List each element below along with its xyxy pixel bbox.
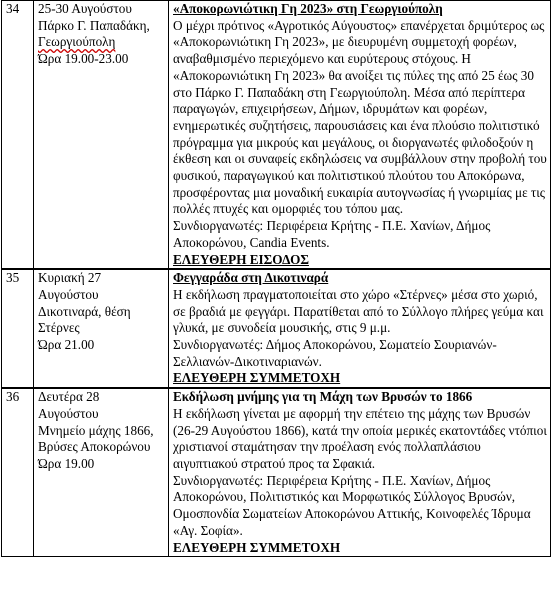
event-description	[169, 1, 551, 270]
event-date: Δευτέρα 28	[38, 389, 100, 405]
event-venue: Πάρκο Γ. Παπαδάκη,	[38, 17, 150, 33]
event-body: Η εκδήλωση γίνεται με αφορμή την επέτειο της μάχης των Βρυσών (26-29 Αυγούστου 1866), κατά την οποία μερικές εκατοντάδες ντόπιοι χριστιανοί σταμάτησαν την προέλαση ενός πολλαπλάσιου αιγυπτιακού στρατού προς τα Σφακιά.	[173, 405, 547, 471]
event-meta	[34, 1, 169, 270]
event-date: 25-30 Αυγούστου	[38, 1, 132, 16]
event-description	[169, 388, 551, 557]
event-body: Η εκδήλωση πραγματοποιείται στο χώρο «Στέρνες» μέσα στο χωριό, σε βραδιά με φεγγάρι. Παρατίθεται από το Σύλλογο πλήρες γεύμα και γλυκά, με συνοδεία μουσικής, στις 9 μ.μ.	[173, 286, 544, 336]
event-number: 36	[2, 388, 34, 557]
event-place: Βρύσες Αποκορώνου	[38, 439, 151, 455]
event-place: Στέρνες	[38, 320, 80, 336]
table-row	[2, 269, 551, 388]
event-time: Ώρα 19.00	[38, 455, 95, 471]
event-title: Εκδήλωση μνήμης για τη Μάχη των Βρυσών το 1866	[173, 389, 473, 405]
event-entry: ΕΛΕΥΘΕΡΗ ΣΥΜΜΕΤΟΧΗ	[173, 370, 341, 386]
event-organizers: Συνδιοργανωτές: Περιφέρεια Κρήτης - Π.Ε. Χανίων, Δήμος Αποκορώνου, Candia Events.	[173, 218, 491, 250]
event-month: Αυγούστου	[38, 286, 99, 302]
event-description	[169, 269, 551, 388]
event-organizers: Συνδιοργανωτές: Δήμος Αποκορώνου, Σωματείο Σουριανών-Σελλιανών-Δικοτιναριανών.	[173, 337, 497, 369]
event-month: Αυγούστου	[38, 405, 99, 421]
table-row	[2, 1, 551, 270]
events-table	[1, 0, 551, 557]
event-title: «Αποκορωνιώτικη Γη 2023» στη Γεωργιούπολη	[173, 1, 443, 16]
event-entry: ΕΛΕΥΘΕΡΗ ΕΙΣΟΔΟΣ	[173, 251, 309, 267]
event-body: Ο μέχρι πρότινος «Αγροτικός Αύγουστος» επανέρχεται δριμύτερος ως «Αποκορωνιώτικη Γη 2023», με διευρυμένη συμμετοχή φορέων, αναβαθμισμένο περιεχόμενο και ευρύτερους στόχους. Η «Αποκορωνιώτικη Γη 2023» θα ανοίξει τις πύλες της από 25 έως 30 στο Πάρκο Γ. Παπαδάκη στη Γεωργιούπολη. Μέσα από περίπτερα παραγωγών, επιχειρήσεων, Δήμων, ιδρυμάτων και φορέων, ενημερωτικές συζητήσεις, παρουσιάσεις και ένα πλούσιο πολιτιστικό πρόγραμμα για μικρούς και μεγάλους, οι διοργανωτές φιλοδοξούν η έκθεση και οι συναφείς εκδηλώσεις να συμβάλλουν στην προβολή του φυσικού, παραγωγικού και πολιτιστικού πλούτου του Αποκόρωνα, προσφέροντας μια μοναδική ευκαιρία αυτογνωσίας ή γνωριμίας με τις πολλές πτυχές και ομορφιές του τόπου μας.	[173, 17, 547, 217]
event-time: Ώρα 19.00-23.00	[38, 51, 129, 67]
event-place: Γεωργιούπολη	[38, 34, 116, 50]
event-meta	[34, 269, 169, 388]
event-venue: Μνημείο μάχης 1866,	[38, 422, 154, 438]
event-meta	[34, 388, 169, 557]
table-row	[2, 388, 551, 557]
event-organizers: Συνδιοργανωτές: Περιφέρεια Κρήτης - Π.Ε. Χανίων, Δήμος Αποκορώνου, Πολιτιστικός και Μορφωτικός Σύλλογος Βρυσών, Ομοσπονδία Σωματείων Αποκορώνου Αττικής, Κοινοφελές Ίδρυμα «Αγ. Σοφία».	[173, 472, 531, 538]
event-date: Κυριακή 27	[38, 270, 102, 286]
event-entry: ΕΛΕΥΘΕΡΗ ΣΥΜΜΕΤΟΧΗ	[173, 539, 341, 555]
event-number: 35	[2, 269, 34, 388]
event-title: Φεγγαράδα στη Δικοτιναρά	[173, 270, 329, 286]
event-venue: Δικοτιναρά, θέση	[38, 303, 131, 319]
event-number: 34	[2, 1, 34, 270]
event-time: Ώρα 21.00	[38, 337, 95, 353]
